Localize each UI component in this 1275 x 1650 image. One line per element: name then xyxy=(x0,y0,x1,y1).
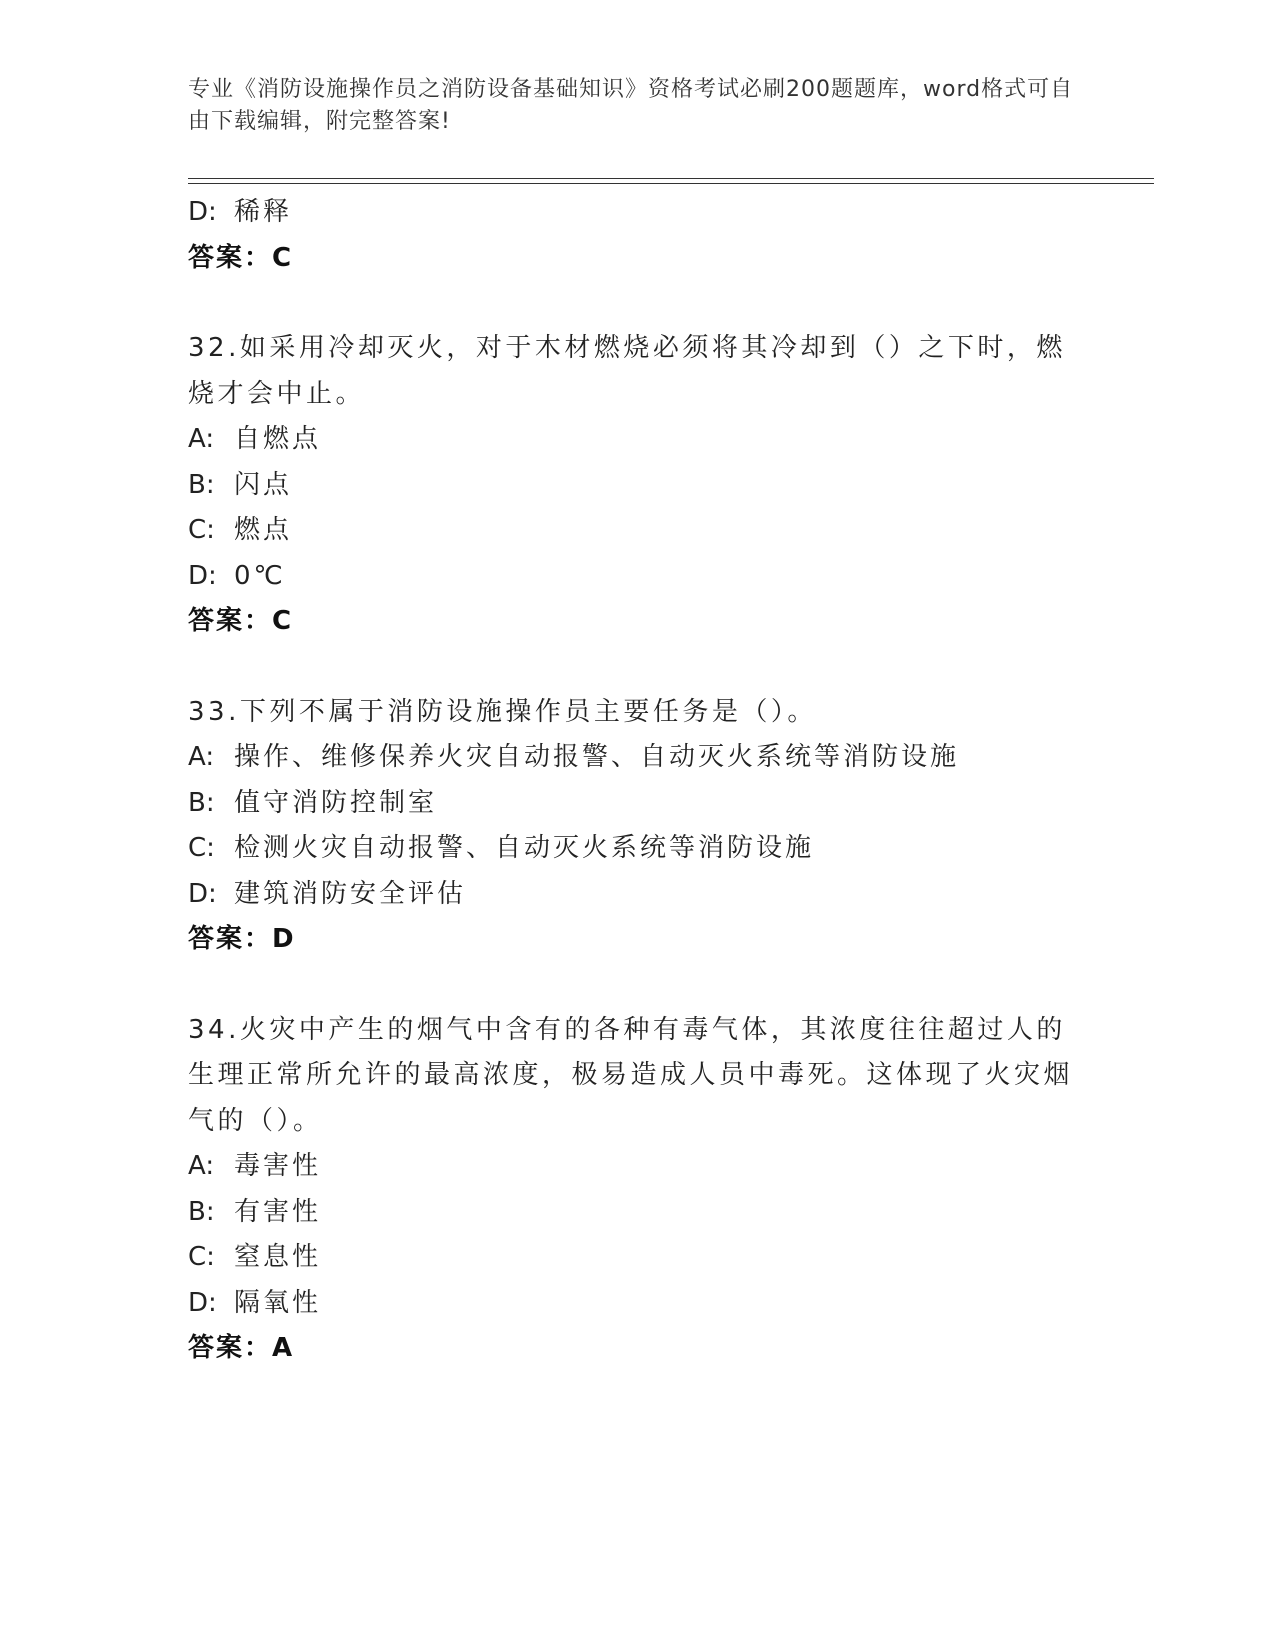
option-line xyxy=(188,872,1088,918)
answer-line: 答案：D xyxy=(188,924,296,954)
answer-line: 答案：C xyxy=(188,242,294,273)
option-text: 毒害性 xyxy=(234,1151,322,1181)
option-key: D: xyxy=(188,560,217,591)
option-line xyxy=(188,463,1088,509)
option-key: B: xyxy=(188,787,215,818)
option-text: 稀释 xyxy=(234,197,293,227)
option-key: D: xyxy=(188,197,217,227)
spacer xyxy=(188,281,1088,326)
option-text: 闪点 xyxy=(234,469,293,500)
option-key: C: xyxy=(188,833,215,863)
option-key: A: xyxy=(188,424,215,454)
option-line xyxy=(188,508,1088,554)
option-text: 燃点 xyxy=(234,515,293,545)
option-text: 检测火灾自动报警、自动灭火系统等消防设施 xyxy=(234,833,815,863)
option-key: A: xyxy=(188,1151,215,1181)
option-text: 有害性 xyxy=(234,1196,322,1227)
option-text: 操作、维修保养火灾自动报警、自动灭火系统等消防设施 xyxy=(234,742,960,772)
option-text: 自燃点 xyxy=(234,424,322,454)
option-key: B: xyxy=(188,469,215,500)
option-key: D: xyxy=(188,878,217,909)
option-line xyxy=(188,826,1088,872)
option-line xyxy=(188,781,1088,827)
header-rule-top xyxy=(188,178,1154,179)
option-text: 隔氧性 xyxy=(234,1287,322,1318)
option-line xyxy=(188,1235,1088,1281)
option-line xyxy=(188,1190,1088,1236)
option-key: A: xyxy=(188,742,215,772)
spacer xyxy=(188,645,1088,690)
option-line xyxy=(188,190,1088,236)
option-text: 窒息性 xyxy=(234,1242,322,1272)
option-line xyxy=(188,417,1088,463)
option-line xyxy=(188,735,1088,781)
question-text: 32.如采用冷却灭火，对于木材燃烧必须将其冷却到（）之下时，燃烧才会中止。 xyxy=(188,333,1066,409)
option-key: D: xyxy=(188,1287,217,1318)
question-text: 34.火灾中产生的烟气中含有的各种有毒气体，其浓度往往超过人的生理正常所允许的最高浓度，极易造成人员中毒死。这体现了火灾烟气的（）。 xyxy=(188,1014,1074,1136)
answer-line: 答案：C xyxy=(188,606,294,636)
answer-line: 答案：A xyxy=(188,1333,295,1363)
spacer xyxy=(188,963,1088,1008)
option-line xyxy=(188,554,1088,600)
option-line xyxy=(188,1281,1088,1327)
option-key: C: xyxy=(188,1242,215,1272)
document-header: 专业《消防设施操作员之消防设备基础知识》资格考试必刷200题题库，word格式可自由下载编辑，附完整答案! xyxy=(188,77,1074,134)
question-content xyxy=(188,190,1088,1372)
option-key: B: xyxy=(188,1196,215,1227)
option-text: 值守消防控制室 xyxy=(234,787,438,818)
option-key: C: xyxy=(188,515,215,545)
header-rule-bottom xyxy=(188,183,1154,184)
question-text: 33.下列不属于消防设施操作员主要任务是（）。 xyxy=(188,696,817,727)
option-line xyxy=(188,1144,1088,1190)
option-text: 建筑消防安全评估 xyxy=(234,878,467,909)
option-text: 0℃ xyxy=(234,560,286,591)
